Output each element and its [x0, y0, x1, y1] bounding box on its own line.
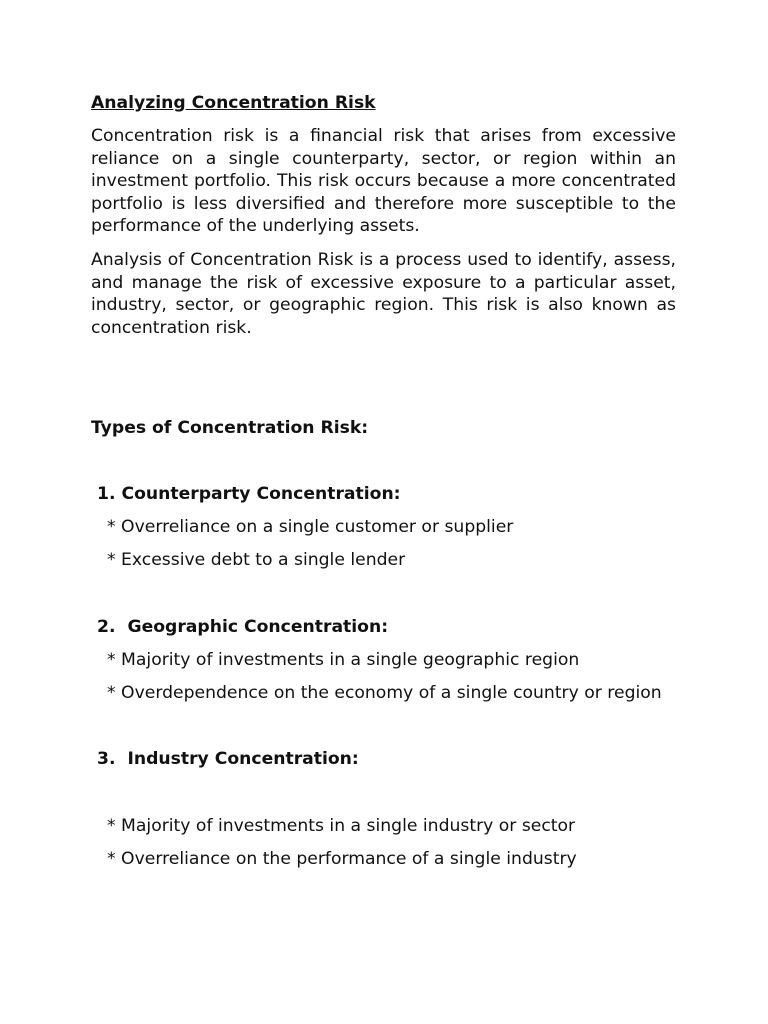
section-heading-counterparty: 1. Counterparty Concentration:	[97, 484, 401, 504]
bullet-item: * Majority of investments in a single industry or sector	[107, 816, 576, 836]
document-title: Analyzing Concentration Risk	[91, 93, 376, 113]
bullet-item: * Excessive debt to a single lender	[107, 550, 406, 570]
section-heading-industry: 3. Industry Concentration:	[97, 749, 359, 769]
bullet-item: * Overdependence on the economy of a single country or region	[107, 683, 662, 703]
types-heading: Types of Concentration Risk:	[91, 418, 369, 438]
bullet-item: * Overreliance on the performance of a single industry	[107, 849, 577, 869]
bullet-item: * Majority of investments in a single geographic region	[107, 650, 580, 670]
analysis-paragraph: Analysis of Concentration Risk is a process used to identify, assess, and manage the risk of excessive exposure to a particular asset, industry, sector, or geographic region. This risk is also known as concentration risk.	[91, 250, 676, 338]
bullet-item: * Overreliance on a single customer or supplier	[107, 517, 514, 537]
section-heading-geographic: 2. Geographic Concentration:	[97, 617, 389, 637]
intro-paragraph: Concentration risk is a financial risk that arises from excessive reliance on a single counterparty, sector, or region within an investment portfolio. This risk occurs because a more concentrated portfolio is less diversified and therefore more susceptible to the performance of the underlying assets.	[91, 126, 676, 237]
